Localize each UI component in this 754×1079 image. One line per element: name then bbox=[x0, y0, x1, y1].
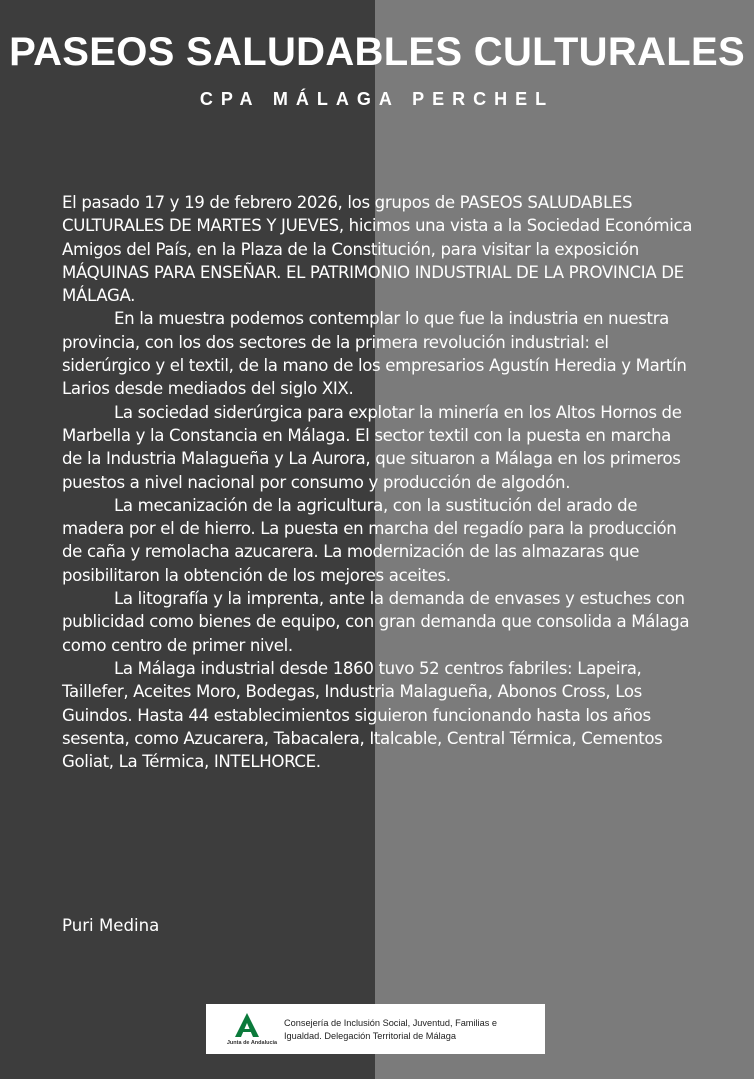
article-paragraph: El pasado 17 y 19 de febrero 2026, los grupos de PASEOS SALUDABLES CULTURALES DE MARTES Y JUEVES, hicimos una vista a la Sociedad Económica Amigos del País, en la Plaza de la Constitución, para visitar la exposición MÁQUINAS PARA ENSEÑAR. EL PATRIMONIO INDUSTRIAL DE LA PROVINCIA DE MÁLAGA. bbox=[62, 193, 693, 306]
article-paragraph: En la muestra podemos contemplar lo que fue la industria en nuestra provincia, con los dos sectores de la primera revolución industrial: el siderúrgico y el textil, de la mano de los empresarios Agustín Heredia y Martín Larios desde mediados del siglo XIX. bbox=[62, 309, 687, 399]
page-title: PASEOS SALUDABLES CULTURALES bbox=[9, 30, 745, 74]
author-signature: Puri Medina bbox=[62, 916, 160, 935]
institution-line-2: Igualdad. Delegación Territorial de Málaga bbox=[284, 1031, 456, 1041]
article-paragraph: La sociedad siderúrgica para explotar la minería en los Altos Hornos de Marbella y la Constancia en Málaga. El sector textil con la puesta en marcha de la Industria Malagueña y La Aurora, que situaron a Málaga en los primeros puestos a nivel nacional por consumo y producción de algodón. bbox=[62, 402, 682, 492]
article-paragraph: La litografía y la imprenta, ante la demanda de envases y estuches con publicidad como bienes de equipo, con gran demanda que consolida a Málaga como centro de primer nivel. bbox=[62, 589, 690, 655]
institution-banner bbox=[206, 1004, 545, 1054]
institution-text bbox=[284, 1017, 542, 1043]
junta-andalucia-logo-icon bbox=[214, 1010, 278, 1050]
logo-caption: Junta de Andalucía bbox=[226, 1040, 278, 1046]
article-body bbox=[62, 191, 694, 773]
institution-line-1: Consejería de Inclusión Social, Juventud, Familias e bbox=[284, 1018, 497, 1028]
article-paragraph: La Málaga industrial desde 1860 tuvo 52 centros fabriles: Lapeira, Taillefer, Aceites Moro, Bodegas, Industria Malagueña, Abonos Cross, Los Guindos. Hasta 44 establecimientos siguieron funcionando hasta los años sesenta, como Azucarera, Tabacalera, Italcable, Central Térmica, Cementos Goliat, La Térmica, INTELHORCE. bbox=[62, 658, 663, 772]
page-subtitle: CPA MÁLAGA PERCHEL bbox=[199, 89, 555, 109]
junta-logo-symbol bbox=[234, 1012, 260, 1038]
article-paragraph: La mecanización de la agricultura, con la sustitución del arado de madera por el de hierro. La puesta en marcha del regadío para la producción de caña y remolacha azucarera. La modernización de las almazaras que posibilitaron la obtención de los mejores aceites. bbox=[62, 495, 677, 585]
